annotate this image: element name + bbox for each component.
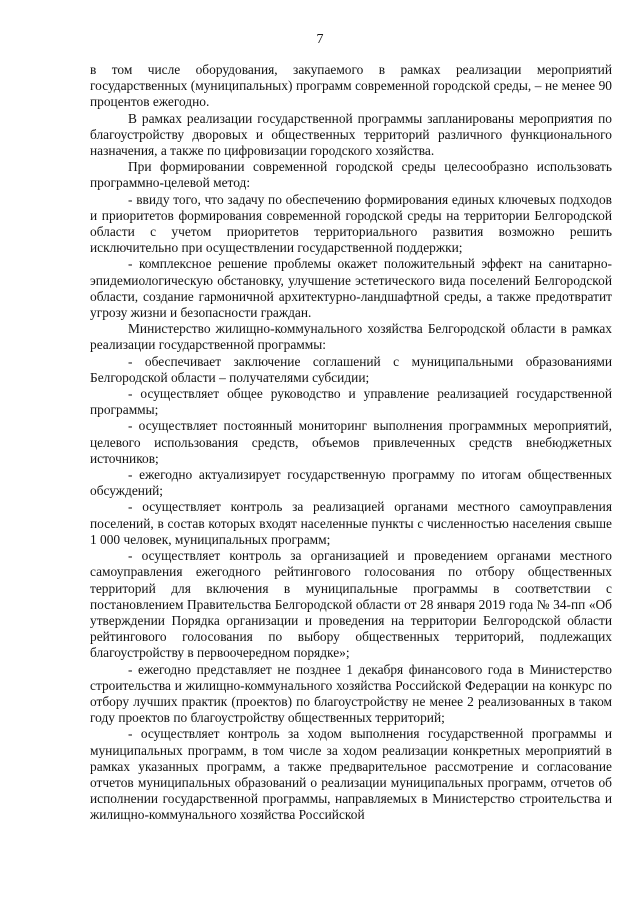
paragraph: - осуществляет общее руководство и управление реализацией государственной программы; (90, 386, 612, 418)
paragraph: Министерство жилищно-коммунального хозяйства Белгородской области в рамках реализации государственной программы: (90, 321, 612, 353)
paragraph: - осуществляет контроль за реализацией органами местного самоуправления поселений, в состав которых входят населенные пункты с численностью населения свыше 1 000 человек, муниципальных программ; (90, 499, 612, 547)
paragraph: - ежегодно актуализирует государственную программу по итогам общественных обсуждений; (90, 467, 612, 499)
document-body (90, 62, 612, 824)
paragraph: в том числе оборудования, закупаемого в рамках реализации мероприятий государственных (муниципальных) программ современной городской среды, – не менее 90 процентов ежегодно. (90, 62, 612, 110)
page-number: 7 (316, 32, 324, 47)
paragraph: - осуществляет постоянный мониторинг выполнения программных мероприятий, целевого использования средств, объемов привлеченных средств внебюджетных источников; (90, 418, 612, 466)
paragraph: - обеспечивает заключение соглашений с муниципальными образованиями Белгородской области – получателями субсидии; (90, 353, 612, 385)
paragraph: - осуществляет контроль за ходом выполнения государственной программы и муниципальных программ, в том числе за ходом реализации конкретных мероприятий в рамках указанных программ, а также предварительное рассмотрение и согласование отчетов муниципальных образований о реализации муниципальных программ, отчетов об исполнении государственной программы, направляемых в Министерство строительства и жилищно-коммунального хозяйства Российской (90, 726, 612, 823)
paragraph: В рамках реализации государственной программы запланированы мероприятия по благоустройству дворовых и общественных территорий различного функционального назначения, а также по цифровизации городского хозяйства. (90, 110, 612, 159)
paragraph: - комплексное решение проблемы окажет положительный эффект на санитарно-эпидемиологическую обстановку, улучшение эстетического вида поселений Белгородской области, создание гармоничной архитектурно-ландшафтной среды, а также предотвратит угрозу жизни и безопасности граждан. (90, 256, 612, 321)
paragraph: - осуществляет контроль за организацией и проведением органами местного самоуправления ежегодного рейтингового голосования по отбору общественных территорий для включения в муниципальные программы в соответствии с постановлением Правительства Белгородской области от 28 января 2019 года № 34-пп «Об утверждении Порядка организации и проведения на территории Белгородской области рейтингового голосования по выбору общественных территорий, подлежащих благоустройству в первоочередном порядке»; (90, 548, 612, 661)
paragraph: При формировании современной городской среды целесообразно использовать программно-целевой метод: (90, 159, 612, 191)
paragraph: - ввиду того, что задачу по обеспечению формирования единых ключевых подходов и приоритетов формирования современной городской среды на территории Белгородской области с учетом приоритетов территориального развития возможно решить исключительно при осуществлении государственной поддержки; (90, 191, 612, 256)
paragraph: - ежегодно представляет не позднее 1 декабря финансового года в Министерство строительства и жилищно-коммунального хозяйства Российской Федерации на конкурс по отбору лучших практик (проектов) по благоустройству не менее 2 реализованных в таком году проектов по благоустройству общественных территорий; (90, 661, 612, 726)
